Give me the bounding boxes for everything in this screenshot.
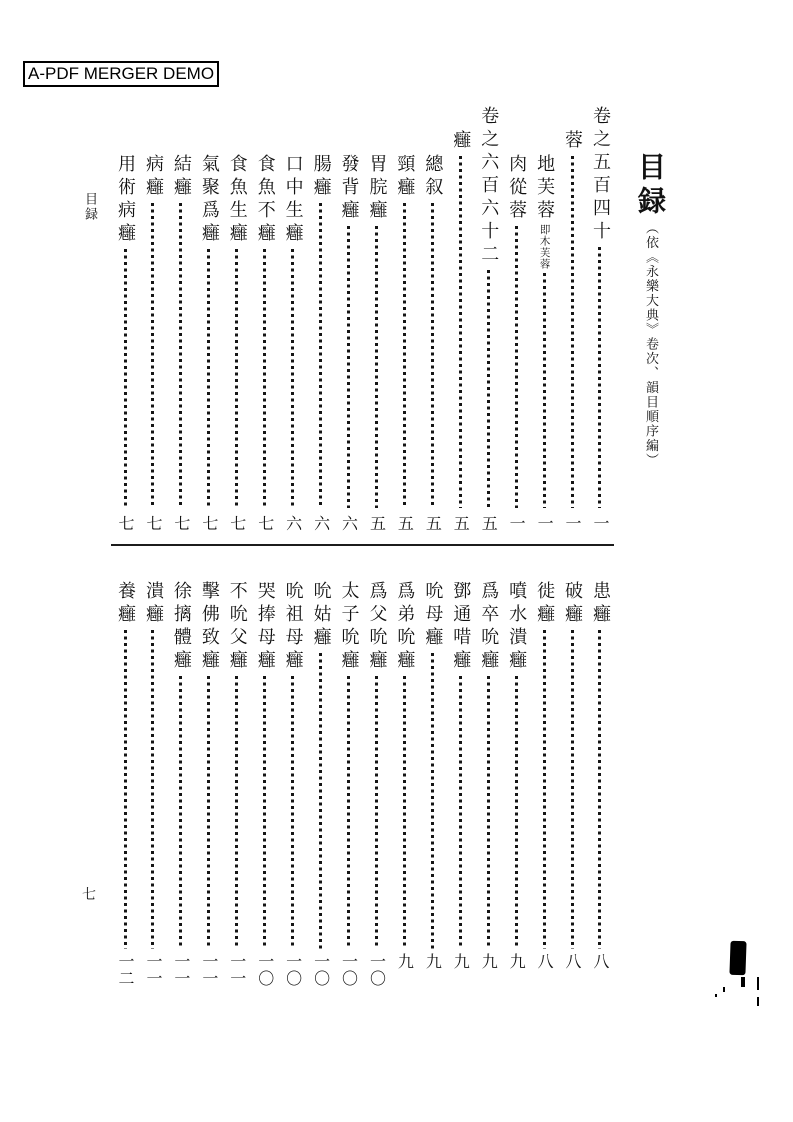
page-number-cell [252, 953, 278, 995]
page-number-cell [140, 953, 166, 995]
page-number: 一〇 [339, 953, 359, 987]
toc-upper-page-numbers [112, 515, 613, 543]
dotted-leader [543, 630, 546, 949]
ink-blot-artifact [729, 941, 746, 976]
dotted-leader [375, 226, 378, 508]
dotted-leader [291, 249, 294, 508]
page-number-cell [503, 515, 529, 543]
page-number-cell [475, 515, 501, 543]
entry-title: 太子吮癰 [338, 581, 360, 673]
toc-lower-block [112, 581, 613, 949]
dotted-leader [543, 273, 546, 508]
entry-title: 哭捧母癰 [254, 581, 276, 673]
entry-title: 肉從蓉 [506, 154, 528, 223]
dotted-leader [291, 676, 294, 949]
toc-entry [112, 581, 138, 949]
page-number-cell [419, 515, 445, 543]
entry-title: 潰癰 [142, 581, 164, 627]
entry-title: 養癰 [115, 581, 136, 627]
page-number-cell [336, 953, 362, 995]
page-edge-mark [757, 997, 759, 1006]
page-number: 八 [535, 953, 555, 970]
entry-title: 破癰 [562, 581, 583, 627]
entry-title: 擊佛致癰 [198, 581, 220, 673]
page-number: 八 [590, 953, 610, 970]
page-number-cell [308, 515, 334, 543]
dotted-leader [235, 249, 238, 508]
entry-title: 徐摛體癰 [170, 581, 192, 673]
toc-entry [475, 581, 501, 949]
toc-entry [531, 106, 557, 508]
page-number: 一一 [171, 953, 191, 987]
entry-title: 爲弟吮癰 [394, 581, 416, 673]
entry-note: 即木芙蓉 [538, 224, 551, 270]
page-number: 九 [479, 953, 499, 970]
ink-speck-artifact [741, 977, 745, 987]
entry-title: 不吮父癰 [226, 581, 248, 673]
page-number: 九 [507, 953, 527, 970]
entry-title: 卷之五百四十 [589, 106, 611, 244]
running-header-label: 目録 [82, 192, 97, 222]
toc-entry [252, 106, 278, 508]
dotted-leader [431, 653, 434, 949]
page-number: 一一 [143, 953, 163, 987]
page-number: 五 [423, 515, 443, 532]
page-number: 七 [143, 515, 163, 532]
page-number-cell [168, 515, 194, 543]
toc-entry [531, 581, 557, 949]
page-number: 九 [451, 953, 471, 970]
entry-title: 徙癰 [534, 581, 556, 627]
dotted-leader [263, 676, 266, 949]
toc-entry [503, 581, 529, 949]
folio-page-number: 七 [82, 887, 96, 903]
entry-title: 食魚不癰 [254, 154, 276, 246]
page-number: 七 [171, 515, 191, 532]
toc-entry [391, 106, 417, 508]
entry-title: 腸癰 [310, 154, 332, 200]
dotted-leader [487, 270, 490, 508]
toc-entry [196, 106, 222, 508]
toc-entry [168, 581, 194, 949]
dotted-leader [375, 676, 378, 949]
page-number: 六 [283, 515, 303, 532]
page-number-cell [363, 515, 389, 543]
page-number: 九 [395, 953, 415, 970]
toc-entry [336, 106, 362, 508]
toc-entry [280, 581, 306, 949]
toc-entry [280, 106, 306, 508]
entry-title: 鄧通唶癰 [450, 581, 472, 673]
dotted-leader [431, 203, 434, 508]
page-number-cell [419, 953, 445, 995]
toc-entry [559, 106, 585, 508]
toc-entry [168, 106, 194, 508]
entry-title: 吮祖母癰 [282, 581, 304, 673]
dotted-leader [151, 630, 154, 949]
page-number: 八 [563, 953, 582, 970]
dotted-leader [403, 203, 406, 508]
page-number: 五 [367, 515, 387, 532]
dotted-leader [487, 676, 490, 949]
page-number-cell [308, 953, 334, 995]
entry-title: 吮姑癰 [310, 581, 332, 650]
toc-lower-page-numbers [112, 953, 613, 995]
page-number: 一〇 [311, 953, 331, 987]
page-number-cell [224, 953, 250, 995]
dotted-leader [403, 676, 406, 949]
page-number: 一 [535, 515, 555, 532]
page-number: 七 [116, 515, 135, 532]
dotted-leader [207, 676, 210, 949]
toc-entry [224, 106, 250, 508]
entry-title: 地芙蓉 [534, 154, 556, 223]
page-number-cell [531, 515, 557, 543]
dotted-leader [459, 676, 462, 949]
toc-entry [503, 106, 529, 508]
entry-title: 患癰 [589, 581, 611, 627]
page-number-cell [196, 953, 222, 995]
page-number-cell [391, 953, 417, 995]
page-number: 一一 [199, 953, 219, 987]
toc-entry [308, 106, 334, 508]
entry-title: 結癰 [170, 154, 192, 200]
pdf-merger-watermark: A-PDF MERGER DEMO [23, 61, 219, 87]
toc-entry [112, 106, 138, 508]
dotted-leader [124, 249, 127, 508]
page-number: 一〇 [283, 953, 303, 987]
page-number: 一 [507, 515, 527, 532]
dotted-leader [235, 676, 238, 949]
entry-title: 胃脘癰 [366, 154, 388, 223]
page-number-cell [280, 515, 306, 543]
dotted-leader [347, 226, 350, 508]
page-number-cell [447, 953, 473, 995]
dotted-leader [347, 676, 350, 949]
entry-title: 爲父吮癰 [366, 581, 388, 673]
entry-title: 氣聚爲癰 [198, 154, 220, 246]
page-number: 一二 [116, 953, 135, 987]
page-edge-mark [757, 977, 759, 990]
toc-entry [140, 106, 166, 508]
toc-entry [224, 581, 250, 949]
dotted-leader [515, 676, 518, 949]
page-number: 六 [339, 515, 359, 532]
page-number-cell [475, 953, 501, 995]
page-number: 一一 [227, 953, 247, 987]
page-number-cell [587, 515, 613, 543]
page-number-cell [587, 953, 613, 995]
page-number-cell [168, 953, 194, 995]
page-number-cell [503, 953, 529, 995]
page-number: 五 [479, 515, 499, 532]
ink-speck-artifact [723, 987, 725, 992]
dotted-leader [207, 249, 210, 508]
entry-title: 口中生癰 [282, 154, 304, 246]
dotted-leader [179, 676, 182, 949]
toc-entry [419, 106, 445, 508]
toc-entry [447, 106, 473, 508]
toc-entry [447, 581, 473, 949]
dotted-leader [179, 203, 182, 508]
toc-upper-block [112, 106, 613, 508]
page-number-cell [447, 515, 473, 543]
page-number-cell [112, 953, 138, 995]
page-number: 一 [590, 515, 610, 532]
toc-entry [559, 581, 585, 949]
dotted-leader [515, 226, 518, 508]
page-number-cell [336, 515, 362, 543]
page-number: 七 [199, 515, 219, 532]
dotted-leader [319, 203, 322, 508]
entry-title: 病癰 [142, 154, 164, 200]
entry-title: 噴水潰癰 [506, 581, 528, 673]
page-number: 一〇 [255, 953, 275, 987]
page-number-cell [224, 515, 250, 543]
entry-title: 爲卒吮癰 [478, 581, 500, 673]
toc-entry [587, 106, 613, 508]
page-number: 一〇 [367, 953, 387, 987]
page-number-cell [363, 953, 389, 995]
entry-title: 食魚生癰 [226, 154, 248, 246]
dotted-leader [151, 203, 154, 508]
page-title: 目録 [634, 152, 667, 220]
entry-title: 吮母癰 [422, 581, 444, 650]
entry-title: 總叙 [422, 154, 444, 200]
page-number: 六 [311, 515, 331, 532]
toc-entry [336, 581, 362, 949]
page-number-cell [140, 515, 166, 543]
dotted-leader [598, 630, 601, 949]
entry-title: 癰 [450, 130, 472, 153]
page-number-cell [531, 953, 557, 995]
dotted-leader [263, 249, 266, 508]
entry-title: 用術病癰 [115, 154, 136, 246]
page-number-cell [559, 515, 585, 543]
toc-entry [587, 581, 613, 949]
dotted-leader [319, 653, 322, 949]
dotted-leader [124, 630, 127, 949]
toc-entry [419, 581, 445, 949]
toc-entry [391, 581, 417, 949]
page-number: 七 [227, 515, 247, 532]
page-number: 九 [423, 953, 443, 970]
page-number-cell [559, 953, 585, 995]
entry-title: 蓉 [562, 130, 583, 153]
page-number: 五 [451, 515, 471, 532]
page-number-cell [112, 515, 138, 543]
toc-entry [252, 581, 278, 949]
dotted-leader [571, 156, 574, 508]
toc-entry [308, 581, 334, 949]
dotted-leader [598, 247, 601, 508]
page-number: 七 [255, 515, 275, 532]
dotted-leader [459, 156, 462, 508]
page-number-cell [196, 515, 222, 543]
entry-title: 頸癰 [394, 154, 416, 200]
page-number: 一 [563, 515, 582, 532]
page-title-annotation: （依《永樂大典》卷次、韻目順序編） [643, 221, 658, 468]
entry-title: 卷之六百六十二 [478, 106, 500, 267]
entry-title: 發背癰 [338, 154, 360, 223]
section-divider-rule [111, 544, 614, 546]
dotted-leader [571, 630, 574, 949]
toc-entry [196, 581, 222, 949]
toc-entry [140, 581, 166, 949]
page-number-cell [252, 515, 278, 543]
page-number-cell [391, 515, 417, 543]
toc-entry [475, 106, 501, 508]
page-number: 五 [395, 515, 415, 532]
ink-speck-artifact [715, 994, 717, 997]
toc-entry [363, 106, 389, 508]
toc-entry [363, 581, 389, 949]
page-number-cell [280, 953, 306, 995]
